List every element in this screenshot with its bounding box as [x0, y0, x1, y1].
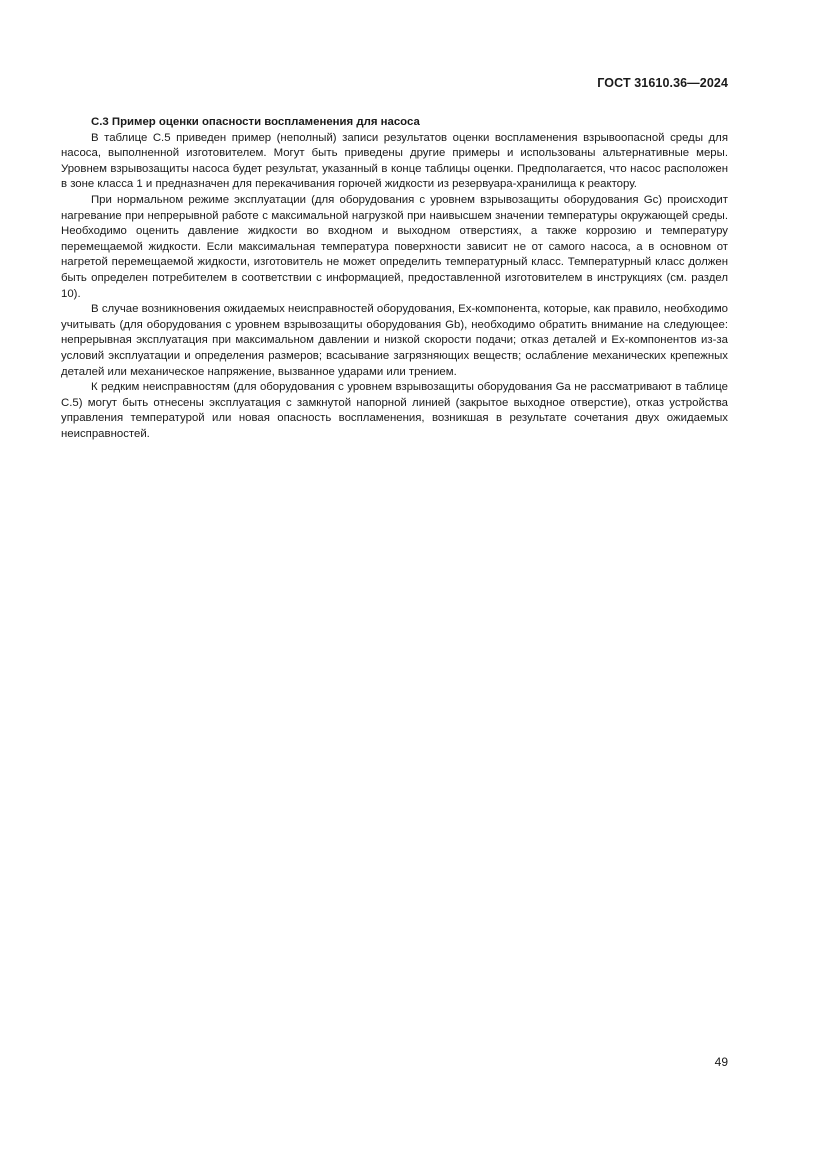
paragraph-2: При нормальном режиме эксплуатации (для оборудования с уровнем взрывозащиты оборудования Gc) происходит нагревание при непрерывной работе с максимальной нагрузкой при наивысшем значении температуры окружающей среды. Необходимо оценить давление жидкости во входном и выходном отверстиях, а также коррозию и температуру перемещаемой жидкости. Если максимальная температура поверхности зависит не от самого насоса, а в основном от нагретой перемещаемой жидкости, изготовитель не может определить температурный класс. Температурный класс должен быть определен потребителем в соответствии с информацией, предоставленной изготовителем в инструкциях (см. раздел 10). — [61, 193, 728, 300]
page-number: 49 — [714, 1055, 728, 1069]
section-title: С.3 Пример оценки опасности воспламенения для насоса — [91, 116, 420, 128]
document-standard-id: ГОСТ 31610.36—2024 — [597, 76, 728, 90]
paragraph-3: В случае возникновения ожидаемых неисправностей оборудования, Ex-компонента, которые, как правило, необходимо учитывать (для оборудования с уровнем взрывозащиты оборудования Gb), необходимо обратить внимание на следующее: непрерывная эксплуатация при максимальном давлении и низкой скорости подачи; отказ деталей и Ex-компонентов из-за условий эксплуатации и определения размеров; всасывание загрязняющих веществ; ослабление механических крепежных деталей или механическое напряжение, вызванное ударами или трением. — [61, 303, 728, 378]
paragraph-4: К редким неисправностям (для оборудования с уровнем взрывозащиты оборудования Ga не рассматривают в таблице С.5) могут быть отнесены эксплуатация с замкнутой напорной линией (закрытое выходное отверстие), отказ устройства управления температурой или новая опасность воспламенения, возникшая в результате сочетания двух ожидаемых неисправностей. — [61, 381, 728, 440]
section-content — [61, 115, 728, 442]
paragraph-1: В таблице С.5 приведен пример (неполный) записи результатов оценки воспламенения взрывоопасной среды для насоса, выполненной изготовителем. Могут быть приведены другие примеры и использованы альтернативные меры. Уровнем взрывозащиты насоса будет результат, указанный в конце таблицы оценки. Предполагается, что насос расположен в зоне класса 1 и предназначен для перекачивания горючей жидкости из резервуара-хранилища к реактору. — [61, 131, 728, 191]
